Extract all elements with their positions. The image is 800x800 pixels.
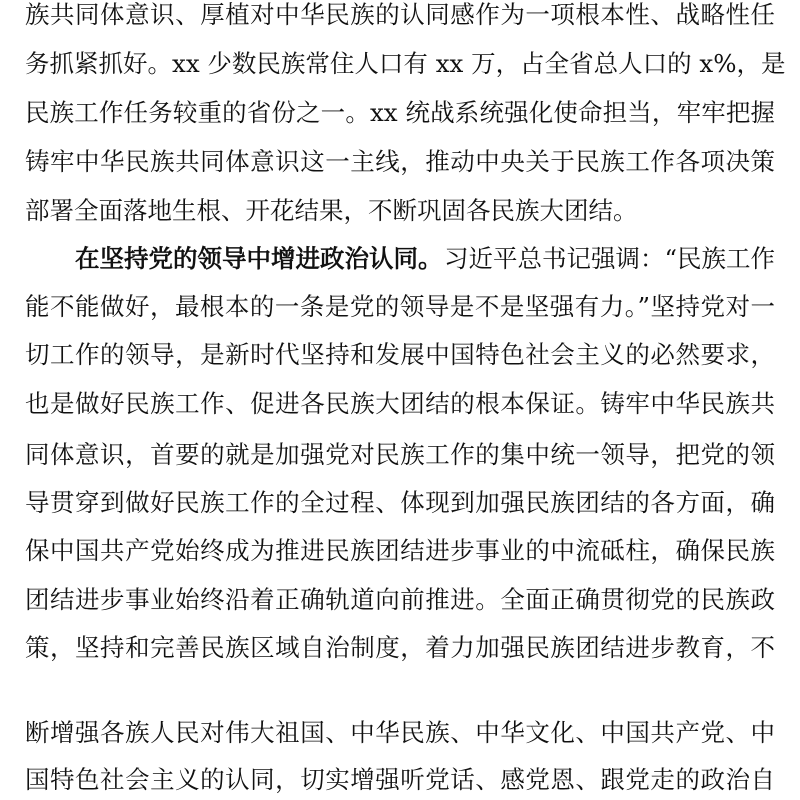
text-line: 部署全面落地生根、开花结果，不断巩固各民族大团结。 [25, 196, 638, 225]
text-line: 也是做好民族工作、促进各民族大团结的根本保证。铸牢中华民族共 [25, 389, 775, 418]
text-line: 铸牢中华民族共同体意识这一主线，推动中央关于民族工作各项决策 [25, 147, 775, 176]
text-line: 能不能做好，最根本的一条是党的领导是不是坚强有力。”坚持党对一 [25, 292, 775, 321]
text-line: 习近平总书记强调：“民族工作 [443, 244, 775, 273]
text-line: 族共同体意识、厚植对中华民族的认同感作为一项根本性、战略性任 [25, 0, 775, 29]
text-line: 民族工作任务较重的省份之一。xx 统战系统强化使命担当，牢牢把握 [25, 98, 775, 127]
paragraph-first-line [75, 244, 775, 274]
text-line: 策，坚持和完善民族区域自治制度，着力加强民族团结进步教育，不 [25, 633, 775, 662]
text-line: 断增强各族人民对伟大祖国、中华民族、中华文化、中国共产党、中 [25, 718, 775, 747]
text-line: 保中国共产党始终成为推进民族团结进步事业的中流砥柱，确保民族 [25, 536, 775, 565]
text-line: 团结进步事业始终沿着正确轨道向前推进。全面正确贯彻党的民族政 [25, 585, 775, 614]
text-line: 导贯穿到做好民族工作的全过程、体现到加强民族团结的各方面，确 [25, 488, 775, 517]
text-line: 国特色社会主义的认同，切实增强听党话、感党恩、跟党走的政治自 [25, 765, 775, 794]
text-line: 务抓紧抓好。xx 少数民族常住人口有 xx 万，占全省总人口的 x%，是 [25, 49, 786, 78]
section-heading: 在坚持党的领导中增进政治认同。 [75, 244, 443, 273]
text-line: 切工作的领导，是新时代坚持和发展中国特色社会主义的必然要求， [25, 340, 775, 369]
text-line: 同体意识，首要的就是加强党对民族工作的集中统一领导，把党的领 [25, 440, 775, 469]
